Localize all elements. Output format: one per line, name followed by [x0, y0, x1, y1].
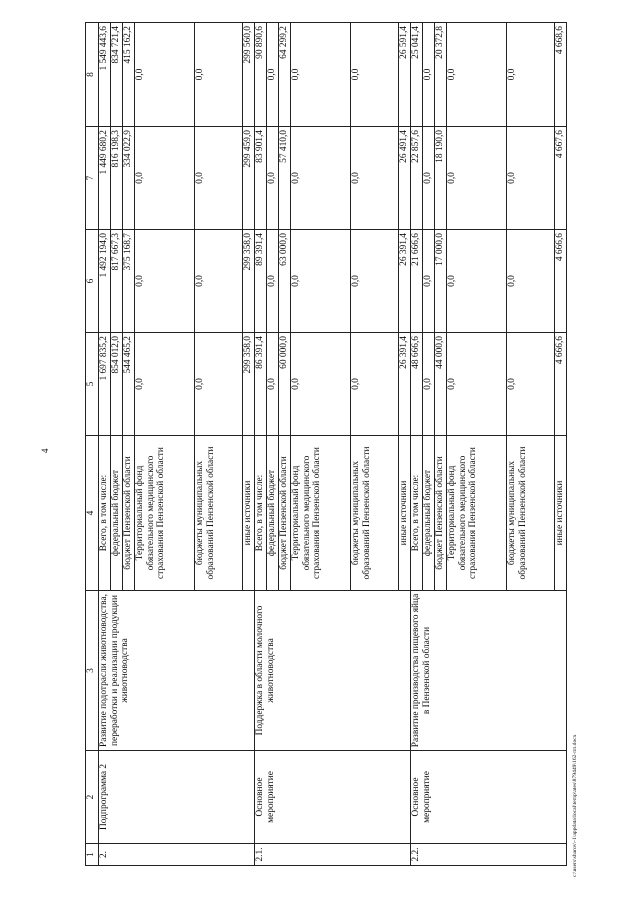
funding-source: Всего, в том числе: — [255, 436, 267, 591]
amount-cell: 26 391,4 — [399, 230, 411, 333]
table-row — [99, 23, 111, 866]
amount-cell: 89 391,4 — [255, 230, 267, 333]
funding-source: Всего, в том числе: — [99, 436, 111, 591]
item-number: 2.2. — [411, 844, 567, 866]
amount-cell: 22 857,6 — [411, 127, 423, 230]
amount-cell: 4 667,6 — [555, 127, 567, 230]
funding-source: бюджеты муниципальных образований Пензенской области — [507, 436, 555, 591]
amount-cell: 0,0 — [195, 230, 243, 333]
funding-source: иные источники — [243, 436, 255, 591]
funding-source: бюджет Пензенской области — [279, 436, 291, 591]
amount-cell: 0,0 — [351, 23, 399, 127]
item-number: 2.1. — [255, 844, 411, 866]
header-cell: 8 — [86, 23, 99, 127]
amount-cell: 0,0 — [351, 230, 399, 333]
item-name: Поддержка в области молочного животноводства — [255, 591, 411, 751]
amount-cell: 0,0 — [351, 127, 399, 230]
funding-source: федеральный бюджет — [111, 436, 123, 591]
amount-cell: 0,0 — [351, 333, 399, 436]
amount-cell: 60 000,0 — [279, 333, 291, 436]
footer-file-path: c:\users\sharov\-1\appdata\local\temp\ates\879449\162-пп.docx — [572, 734, 578, 877]
amount-cell: 20 372,8 — [435, 23, 447, 127]
amount-cell: 299 459,0 — [243, 127, 255, 230]
funding-source: бюджеты муниципальных образований Пензенской области — [351, 436, 399, 591]
funding-source: бюджеты муниципальных образований Пензенской области — [195, 436, 243, 591]
funding-source: бюджет Пензенской области — [435, 436, 447, 591]
amount-cell: 0,0 — [291, 127, 351, 230]
amount-cell: 26 591,4 — [399, 23, 411, 127]
funding-source: Всего, в том числе: — [411, 436, 423, 591]
funding-source: Территориальный фонд обязательного медицинского страхования Пензенской области — [291, 436, 351, 591]
amount-cell: 17 000,0 — [435, 230, 447, 333]
amount-cell: 0,0 — [507, 127, 555, 230]
amount-cell: 817 667,3 — [111, 230, 123, 333]
amount-cell: 0,0 — [291, 333, 351, 436]
amount-cell: 25 041,4 — [411, 23, 423, 127]
amount-cell: 4 668,6 — [555, 23, 567, 127]
amount-cell: 0,0 — [291, 230, 351, 333]
amount-cell: 0,0 — [447, 127, 507, 230]
header-cell: 6 — [86, 230, 99, 333]
amount-cell: 299 358,0 — [243, 230, 255, 333]
amount-cell: 0,0 — [423, 230, 435, 333]
item-type: Основное мероприятие — [255, 751, 411, 844]
amount-cell: 0,0 — [135, 127, 195, 230]
amount-cell: 0,0 — [135, 333, 195, 436]
amount-cell: 0,0 — [423, 127, 435, 230]
amount-cell: 0,0 — [195, 127, 243, 230]
amount-cell: 1 549 443,6 — [99, 23, 111, 127]
funding-source: Территориальный фонд обязательного медицинского страхования Пензенской области — [447, 436, 507, 591]
amount-cell: 0,0 — [507, 333, 555, 436]
amount-cell: 0,0 — [267, 23, 279, 127]
amount-cell: 544 465,2 — [123, 333, 135, 436]
item-type: Основное мероприятие — [411, 751, 567, 844]
header-cell: 2 — [86, 751, 99, 844]
funding-source: иные источники — [555, 436, 567, 591]
amount-cell: 1 697 835,2 — [99, 333, 111, 436]
page-number: 4 — [40, 448, 50, 453]
item-name: Развитие производства пищевого яйца в Пензенской области — [411, 591, 567, 751]
funding-source: бюджет Пензенской области — [123, 436, 135, 591]
amount-cell: 21 666,6 — [411, 230, 423, 333]
amount-cell: 26 491,4 — [399, 127, 411, 230]
amount-cell: 816 198,3 — [111, 127, 123, 230]
amount-cell: 0,0 — [267, 333, 279, 436]
amount-cell: 86 391,4 — [255, 333, 267, 436]
amount-cell: 0,0 — [267, 127, 279, 230]
amount-cell: 0,0 — [423, 333, 435, 436]
amount-cell: 0,0 — [507, 230, 555, 333]
amount-cell: 375 168,7 — [123, 230, 135, 333]
amount-cell: 26 391,4 — [399, 333, 411, 436]
amount-cell: 415 162,2 — [123, 23, 135, 127]
funding-source: федеральный бюджет — [423, 436, 435, 591]
amount-cell: 63 000,0 — [279, 230, 291, 333]
amount-cell: 334 022,9 — [123, 127, 135, 230]
amount-cell: 0,0 — [447, 333, 507, 436]
amount-cell: 0,0 — [507, 23, 555, 127]
item-name: Развитие подотрасли животноводства, переработки и реализации продукции животноводства — [99, 591, 255, 751]
amount-cell: 0,0 — [423, 23, 435, 127]
amount-cell: 0,0 — [135, 23, 195, 127]
amount-cell: 1 449 680,2 — [99, 127, 111, 230]
amount-cell: 0,0 — [135, 230, 195, 333]
table-row — [411, 23, 423, 866]
rotated-table-wrapper — [85, 23, 621, 866]
amount-cell: 0,0 — [267, 230, 279, 333]
item-number: 2. — [99, 844, 255, 866]
header-cell: 4 — [86, 436, 99, 591]
amount-cell: 0,0 — [447, 23, 507, 127]
amount-cell: 0,0 — [195, 23, 243, 127]
amount-cell: 299 560,0 — [243, 23, 255, 127]
item-type: Подпрограмма 2 — [99, 751, 255, 844]
header-cell: 5 — [86, 333, 99, 436]
amount-cell: 0,0 — [291, 23, 351, 127]
amount-cell: 64 299,2 — [279, 23, 291, 127]
table-row — [255, 23, 267, 866]
amount-cell: 854 012,0 — [111, 333, 123, 436]
amount-cell: 48 666,6 — [411, 333, 423, 436]
amount-cell: 4 666,6 — [555, 333, 567, 436]
amount-cell: 834 721,4 — [111, 23, 123, 127]
header-cell: 3 — [86, 591, 99, 751]
header-cell: 1 — [86, 844, 99, 866]
header-row — [86, 23, 99, 866]
amount-cell: 0,0 — [447, 230, 507, 333]
amount-cell: 57 410,0 — [279, 127, 291, 230]
amount-cell: 44 000,0 — [435, 333, 447, 436]
amount-cell: 299 358,0 — [243, 333, 255, 436]
budget-table — [85, 22, 567, 866]
amount-cell: 1 492 194,0 — [99, 230, 111, 333]
amount-cell: 4 666,6 — [555, 230, 567, 333]
header-cell: 7 — [86, 127, 99, 230]
funding-source: Территориальный фонд обязательного медицинского страхования Пензенской области — [135, 436, 195, 591]
amount-cell: 0,0 — [195, 333, 243, 436]
funding-source: иные источники — [399, 436, 411, 591]
amount-cell: 83 901,4 — [255, 127, 267, 230]
amount-cell: 90 890,6 — [255, 23, 267, 127]
funding-source: федеральный бюджет — [267, 436, 279, 591]
amount-cell: 18 190,0 — [435, 127, 447, 230]
